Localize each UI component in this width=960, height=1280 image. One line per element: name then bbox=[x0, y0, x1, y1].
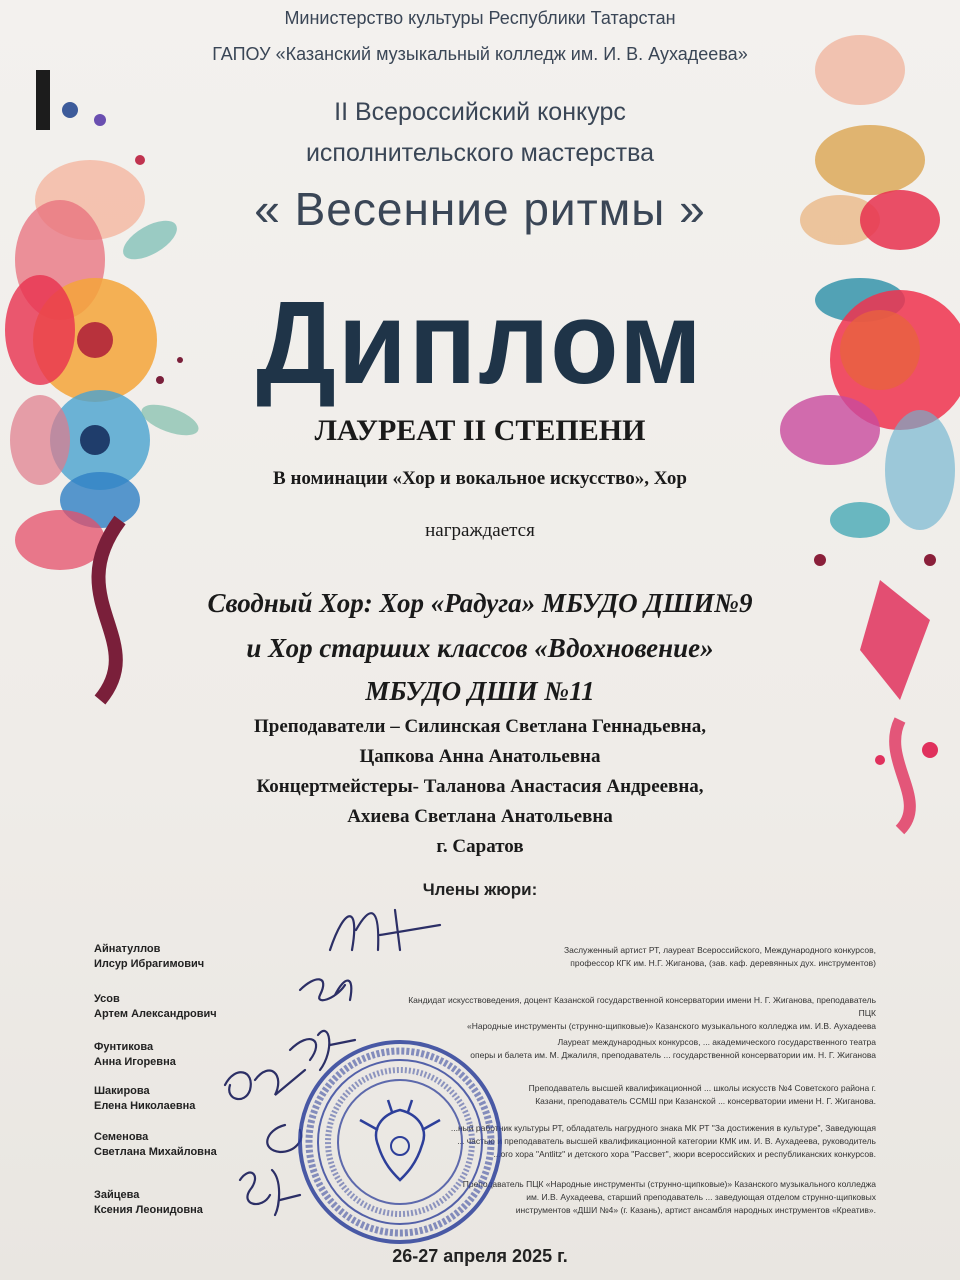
jury-member-role: Преподаватель высшей квалификационной ... школы искусств №4 Советского района г. Казани, преподаватель ССМШ при Казанской ... консерватории имени Н. Г. Жиганова. bbox=[528, 1083, 876, 1106]
contest-name: « Весенние ритмы » bbox=[254, 183, 706, 235]
jury-member-role: Преподаватель ПЦК «Народные инструменты (струнно-щипковые)» Казанского музыкального колледжа им. И.В. Аухадеева, старший преподаватель ... заведующая отделом струнно-щипковых инструментов «ДШИ №4» (г. Казань), артист ансамбля народных инструментов «Креатив». bbox=[462, 1179, 876, 1215]
awarded-label: награждается bbox=[425, 520, 535, 541]
teachers-line-2: Цапкова Анна Анатольевна bbox=[359, 746, 601, 767]
jury-member-role: ...ный работник культуры РТ, обладатель нагрудного знака МК РТ "За достижения в культуре", Заведующая ... частью и преподаватель высшей квалификационной категории КМК им. И. В. Аухадеева, руководитель ...ого хора "Antlitz" и детского хора "Рассвет", жюри всероссийских и республиканских конкурсов. bbox=[450, 1123, 876, 1159]
accompanists-line-2: Ахиева Светлана Анатольевна bbox=[347, 806, 613, 827]
event-date: 26-27 апреля 2025 г. bbox=[392, 1246, 568, 1266]
jury-member-role: Лауреат международных конкурсов, ... академического государственного театра оперы и балета им. М. Джалиля, преподаватель ... государственной консерватории им. Н. Г. Жиганова bbox=[470, 1037, 876, 1060]
jury-member-role: Кандидат искусствоведения, доцент Казанской государственной консерватории имени Н. Г. Жиганова, преподаватель ПЦК «Народные инструменты (струнно-щипковые)» Казанского музыкального колледжа им. И.В. Аухадеева bbox=[408, 995, 876, 1031]
ministry-name: Министерство культуры Республики Татарстан bbox=[284, 8, 676, 28]
teachers-line-1: Преподаватели – Силинская Светлана Геннадьевна, bbox=[254, 716, 706, 737]
jury-member-name: Фунтикова Анна Игоревна bbox=[94, 1041, 176, 1068]
winner-line-3: МБУДО ДШИ №11 bbox=[365, 676, 595, 706]
nomination: В номинации «Хор и вокальное искусство», Хор bbox=[273, 468, 687, 489]
accompanists-line-1: Концертмейстеры- Таланова Анастасия Андреевна, bbox=[256, 776, 704, 797]
jury-title: Члены жюри: bbox=[422, 880, 538, 899]
jury-member-name: Шакирова Елена Николаевна bbox=[94, 1085, 196, 1112]
city: г. Саратов bbox=[436, 836, 524, 857]
jury-member-name: Семенова Светлана Михайловна bbox=[94, 1131, 217, 1158]
laureate-degree: ЛАУРЕАТ II СТЕПЕНИ bbox=[314, 414, 646, 447]
winner-line-1: Сводный Хор: Хор «Радуга» МБУДО ДШИ№9 bbox=[207, 588, 753, 618]
winner-line-2: и Хор старших классов «Вдохновение» bbox=[246, 633, 714, 663]
contest-line-1: II Всероссийский конкурс bbox=[334, 98, 626, 126]
jury-member-name: Айнатуллов Илсур Ибрагимович bbox=[94, 943, 205, 970]
official-seal bbox=[300, 1042, 500, 1242]
college-name: ГАПОУ «Казанский музыкальный колледж им. И. В. Аухадеева» bbox=[212, 44, 748, 64]
handwritten-signatures bbox=[225, 910, 440, 1215]
diploma-title: Диплом bbox=[256, 276, 704, 409]
contest-line-2: исполнительского мастерства bbox=[305, 139, 655, 167]
jury-member-name: Усов Артем Александрович bbox=[94, 993, 217, 1020]
jury-member-name: Зайцева Ксения Леонидовна bbox=[94, 1189, 203, 1216]
jury-member-role: Заслуженный артист РТ, лауреат Всероссийского, Международного конкурсов, профессор КГК им. Н.Г. Жиганова, (зав. каф. деревянных дух. инструментов) bbox=[563, 945, 876, 968]
